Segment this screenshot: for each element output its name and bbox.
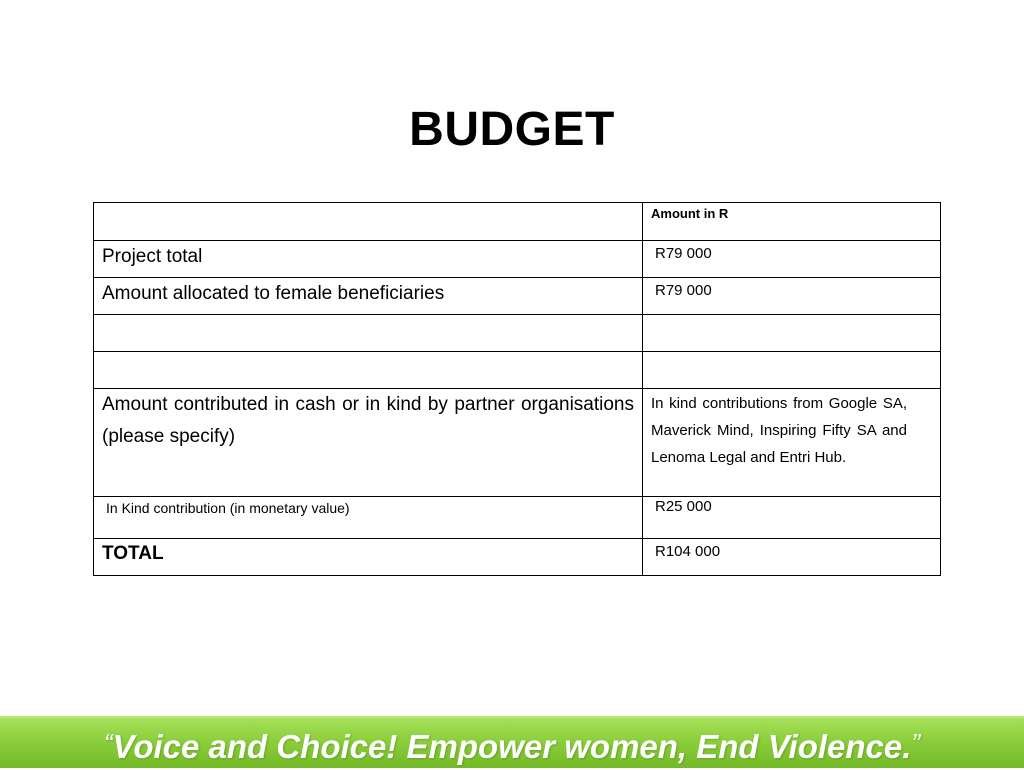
table-row-female-beneficiaries xyxy=(94,278,941,315)
total-amount: R104 000 xyxy=(655,543,721,560)
row-amount-cell xyxy=(643,539,941,576)
total-label: TOTAL xyxy=(102,543,164,564)
row-label-cell xyxy=(94,241,643,278)
row-label-cell xyxy=(94,315,643,352)
row-label-cell xyxy=(94,352,643,389)
table-row-total xyxy=(94,539,941,576)
row-amount-cell xyxy=(643,497,941,539)
header-label-cell xyxy=(94,203,643,241)
row-label: Amount allocated to female beneficiaries xyxy=(102,283,445,304)
header-amount-label: Amount in R xyxy=(651,206,729,221)
row-label: Project total xyxy=(102,246,203,267)
row-amount-cell xyxy=(643,278,941,315)
footer-banner xyxy=(0,716,1024,768)
row-label-cell xyxy=(94,389,643,497)
row-amount: R79 000 xyxy=(655,245,712,262)
close-quote: ” xyxy=(911,728,921,758)
row-amount: R25 000 xyxy=(655,498,712,515)
footer-slogan xyxy=(0,720,1024,770)
row-amount-cell xyxy=(643,241,941,278)
row-label: Amount contributed in cash or in kind by partner organisations (please specify) xyxy=(102,394,634,447)
row-amount: In kind contributions from Google SA, Maverick Mind, Inspiring Fifty SA and Lenoma Legal and Entri Hub. xyxy=(651,395,907,466)
row-label-cell xyxy=(94,539,643,576)
table-row-empty-1 xyxy=(94,315,941,352)
table-row-empty-2 xyxy=(94,352,941,389)
row-label: In Kind contribution (in monetary value) xyxy=(106,500,350,516)
table-header-row xyxy=(94,203,941,241)
budget-table xyxy=(93,202,941,576)
table-row-inkind-value xyxy=(94,497,941,539)
page-title: BUDGET xyxy=(409,103,615,156)
open-quote: “ xyxy=(103,728,113,758)
row-amount-cell xyxy=(643,352,941,389)
row-amount-cell xyxy=(643,315,941,352)
header-amount-cell xyxy=(643,203,941,241)
table-row-partner-contributions xyxy=(94,389,941,497)
row-amount: R79 000 xyxy=(655,282,712,299)
table-row-project-total xyxy=(94,241,941,278)
slogan-text: Voice and Choice! Empower women, End Violence. xyxy=(112,728,912,765)
row-label-cell xyxy=(94,278,643,315)
row-amount-cell xyxy=(643,389,941,497)
row-label-cell xyxy=(94,497,643,539)
